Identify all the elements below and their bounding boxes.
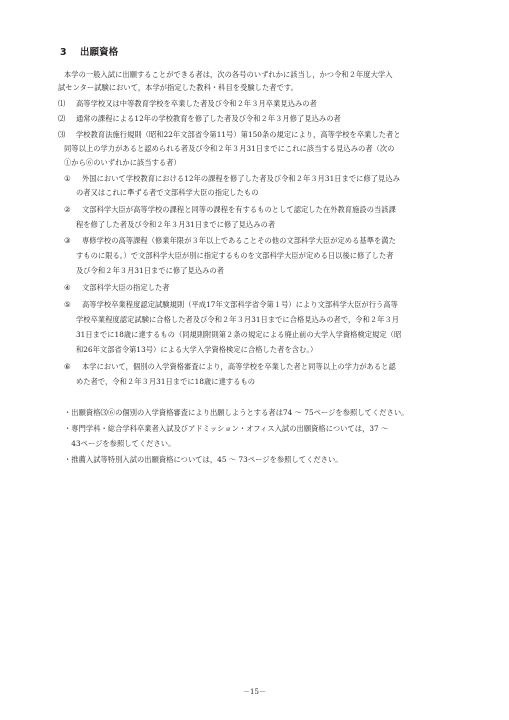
- item-text: 同等以上の学力があると認められる者及び令和２年３月31日までにこれに該当する見込みの者（次の: [64, 144, 395, 153]
- note-item: ・推薦入試等特別入試の出願資格については，45 ～ 73ページを参照してください。: [64, 455, 343, 464]
- subitem-marker: ④: [64, 283, 71, 292]
- item-text: 学校教育法施行規則（昭和22年文部省令第11号）第150条の規定により，高等学校を卒業した者と: [76, 130, 401, 139]
- item-text: 高等学校又は中等教育学校を卒業した者及び令和２年３月卒業見込みの者: [76, 99, 317, 108]
- subitem-text: 及び令和２年３月31日までに修了見込みの者: [76, 266, 225, 275]
- note-item: 43ページを参照してください。: [64, 439, 176, 448]
- subitem-marker: ①: [64, 174, 71, 183]
- subitem-text: 外国において学校教育における12年の課程を修了した者及び令和２年３月31日までに修了見込み: [82, 174, 400, 183]
- page-number: －15－: [243, 688, 266, 696]
- intro-line: 本学の一般入試に出願することができる者は，次の各号のいずれかに該当し，かつ令和２年度大学入: [64, 70, 393, 79]
- subitem-text: 程を修了した者及び令和２年３月31日までに修了見込みの者: [76, 220, 276, 229]
- subitem-text: 本学において，個別の入学資格審査により，高等学校を卒業した者と同等以上の学力があると認: [82, 362, 396, 371]
- section-heading: [60, 44, 118, 58]
- subitem-marker: ⑥: [64, 362, 71, 371]
- note-item: ・出願資格⑶⑥の個別の入学資格審査により出願しようとする者は74 ～ 75ページを参照してください。: [64, 408, 409, 417]
- subitem-text: 学校卒業程度認定試験に合格した者及び令和２年３月31日までに合格見込みの者で，令和２年３月: [76, 315, 400, 324]
- subitem-text: 31日までに18歳に達するもの（同規則附則第２条の規定による廃止前の大学入学資格検定規定（昭: [76, 330, 402, 339]
- subitem-text: 専修学校の高等課程（修業年限が３年以上であることその他の文部科学大臣が定める基準を満た: [82, 236, 396, 245]
- item-marker: ⑶: [58, 130, 66, 139]
- intro-line: 試センター試験において，本学が指定した教科・科目を受験した者です。: [58, 83, 298, 92]
- subitem-text: 和26年文部省令第13号）による大学入学資格検定に合格した者を含む。）: [76, 345, 318, 354]
- subitem-marker: ③: [64, 236, 71, 245]
- item-text: 通常の課程による12年の学校教育を修了した者及び令和２年３月修了見込みの者: [76, 114, 341, 123]
- section-title: 出願資格: [80, 47, 119, 58]
- subitem-text: めた者で，令和２年３月31日までに18歳に達するもの: [76, 377, 256, 386]
- note-item: ・専門学科・総合学科卒業者入試及びアドミッション・オフィス入試の出願資格については，37 ～: [64, 424, 389, 433]
- item-marker: ⑵: [58, 114, 66, 123]
- item-text: ①から⑥のいずれかに該当する者）: [64, 158, 181, 167]
- subitem-text: の者又はこれに準ずる者で文部科学大臣の指定したもの: [76, 188, 259, 197]
- item-marker: ⑴: [58, 99, 66, 108]
- subitem-marker: ⑤: [64, 300, 71, 309]
- section-number: 3: [60, 47, 67, 58]
- subitem-text: すものに限る。）で文部科学大臣が別に指定するものを文部科学大臣が定める日以後に修了した者: [76, 251, 394, 260]
- subitem-marker: ②: [64, 205, 71, 214]
- subitem-text: 文部科学大臣が高等学校の課程と同等の課程を有するものとして認定した在外教育施設の当該課: [82, 205, 396, 214]
- subitem-text: 文部科学大臣の指定した者: [82, 283, 170, 292]
- subitem-text: 高等学校卒業程度認定試験規則（平成17年文部科学省令第１号）により文部科学大臣が行う高等: [82, 300, 398, 309]
